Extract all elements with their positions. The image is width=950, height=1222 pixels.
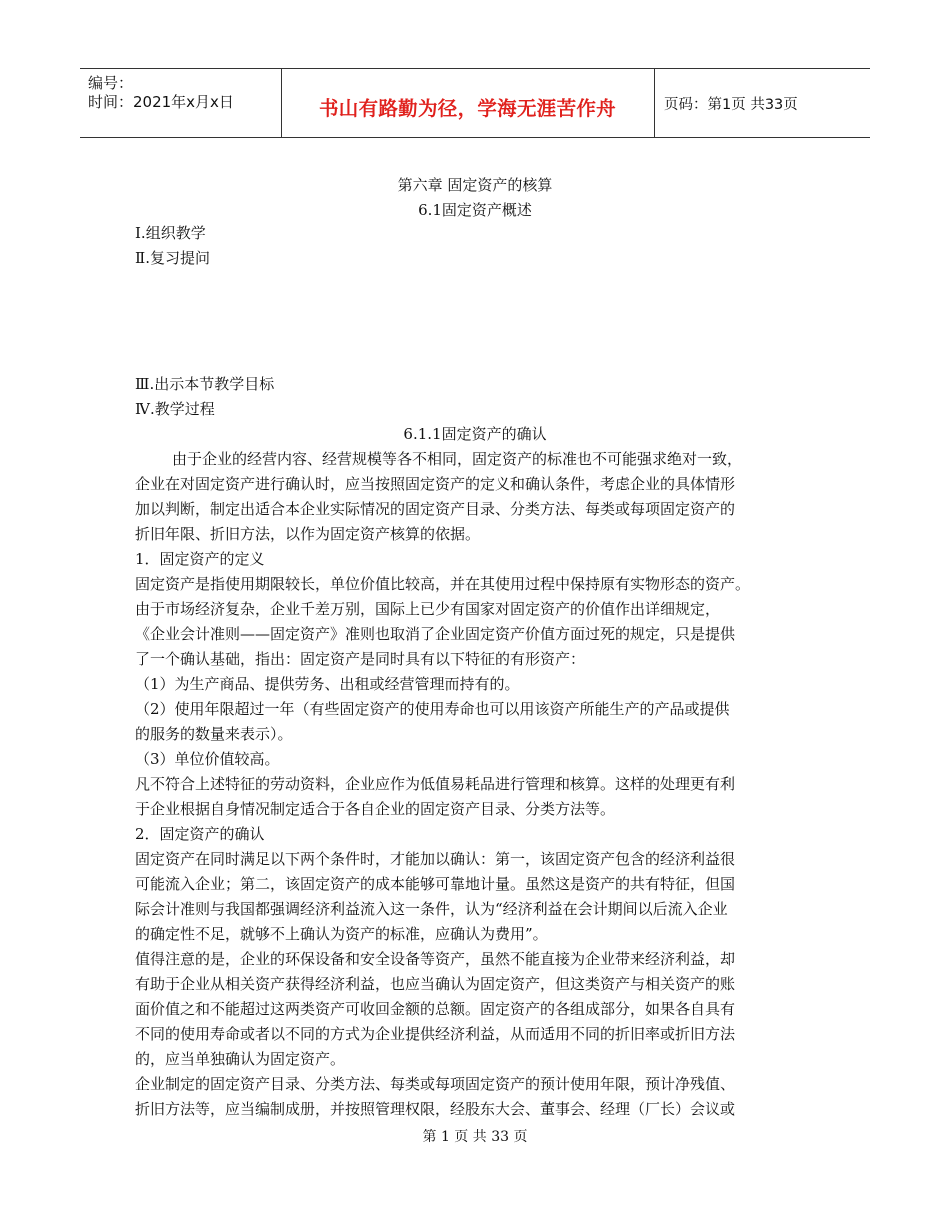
- body-line: 2．固定资产的确认: [135, 825, 265, 843]
- outline-item: Ⅳ.教学过程: [135, 400, 215, 418]
- body-line: 企业在对固定资产进行确认时，应当按照固定资产的定义和确认条件，考虑企业的具体情形: [135, 475, 736, 493]
- body-line: （1）为生产商品、提供劳务、出租或经营管理而持有的。: [135, 675, 520, 693]
- body-line: 面价值之和不能超过这两类资产可收回金额的总额。固定资产的各组成部分，如果各自具有: [135, 1000, 736, 1018]
- body-line: 于企业根据自身情况制定适合于各自企业的固定资产目录、分类方法等。: [135, 800, 616, 818]
- body-line: 可能流入企业；第二，该固定资产的成本能够可靠地计量。虽然这是资产的共有特征，但国: [135, 875, 736, 893]
- page-label: 页码：第1页 共33页: [664, 97, 798, 113]
- body-line: 《企业会计准则——固定资产》准则也取消了企业固定资产价值方面过死的规定，只是提供: [135, 625, 736, 643]
- header-info-cell: [80, 69, 282, 137]
- page-footer: 第 1 页 共 33 页: [422, 1129, 528, 1145]
- outline-item: Ⅱ.复习提问: [135, 249, 210, 267]
- body-line: 固定资产是指使用期限较长，单位价值比较高，并在其使用过程中保持原有实物形态的资产。: [135, 575, 751, 593]
- outline-item: Ⅰ.组织教学: [135, 224, 206, 242]
- header-motto-cell: [281, 69, 655, 137]
- code-label: 编号：: [88, 74, 134, 92]
- body-line: 由于企业的经营内容、经营规模等各不相同，固定资产的标准也不可能强求绝对一致，: [172, 450, 743, 468]
- header-page-cell: [655, 69, 870, 137]
- body-line: （2）使用年限超过一年（有些固定资产的使用寿命也可以用该资产所能生产的产品或提供: [135, 700, 730, 718]
- body-line: 值得注意的是，企业的环保设备和安全设备等资产，虽然不能直接为企业带来经济利益，却: [135, 950, 736, 968]
- body-line: 折旧方法等，应当编制成册，并按照管理权限，经股东大会、董事会、经理（厂长）会议或: [135, 1100, 736, 1118]
- body-line: 有助于企业从相关资产获得经济利益，也应当确认为固定资产，但这类资产与相关资产的账: [135, 975, 736, 993]
- body-line: 了一个确认基础，指出：固定资产是同时具有以下特征的有形资产：: [135, 650, 586, 668]
- body-line: 的服务的数量来表示）。: [135, 725, 293, 743]
- body-line: 加以判断，制定出适合本企业实际情况的固定资产目录、分类方法、每类或每项固定资产的: [135, 500, 736, 518]
- body-line: 1．固定资产的定义: [135, 550, 265, 568]
- section-title: 6.1固定资产概述: [418, 201, 532, 219]
- body-line: （3）单位价值较高。: [135, 750, 280, 768]
- body-line: 折旧年限、折旧方法，以作为固定资产核算的依据。: [135, 525, 481, 543]
- body-line: 际会计准则与我国都强调经济利益流入这一条件，认为“经济利益在会计期间以后流入企业: [135, 900, 728, 918]
- time-label: 时间：2021年x月x日: [88, 93, 234, 111]
- body-line: 的确定性不足，就够不上确认为资产的标准，应确认为费用”。: [135, 925, 548, 943]
- body-line: 固定资产在同时满足以下两个条件时，才能加以确认：第一，该固定资产包含的经济利益很: [135, 850, 736, 868]
- motto: 书山有路勤为径，学海无涯苦作舟: [318, 97, 616, 120]
- body-line: 的，应当单独确认为固定资产。: [135, 1050, 346, 1068]
- outline-item: Ⅲ.出示本节教学目标: [135, 375, 275, 393]
- subsection-title: 6.1.1固定资产的确认: [403, 425, 547, 443]
- body-line: 凡不符合上述特征的劳动资料，企业应作为低值易耗品进行管理和核算。这样的处理更有利: [135, 775, 736, 793]
- body-line: 不同的使用寿命或者以不同的方式为企业提供经济利益，从而适用不同的折旧率或折旧方法: [135, 1025, 736, 1043]
- document-header: [80, 68, 870, 138]
- chapter-title: 第六章 固定资产的核算: [397, 176, 553, 194]
- body-line: 企业制定的固定资产目录、分类方法、每类或每项固定资产的预计使用年限，预计净残值、: [135, 1075, 736, 1093]
- body-line: 由于市场经济复杂，企业千差万别，国际上已少有国家对固定资产的价值作出详细规定，: [135, 600, 721, 618]
